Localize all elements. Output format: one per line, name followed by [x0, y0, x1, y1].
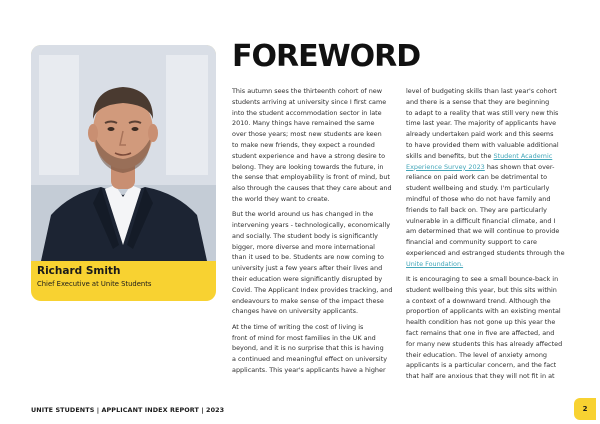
- article-column-right: [406, 86, 580, 382]
- text-run: has shown that over- reliance on paid work can be detrimental to student wellbeing and study. I'm particularly mindful of those who do not have family and friends to fall back on. They are particularly vulnerable in a difficult financial climate, and I am determined that we will continue to provide financial and community support to care experienced and estranged students through the: [406, 162, 565, 257]
- paragraph: This autumn sees the thirteenth cohort of new students arriving at university since I first came into the student accommodation sector in late 2010. Many things have remained the same over those years; most new students are keen to make new friends, they expect a rounded student experience and have a strong desire to belong. They are looking towards the future, in the sense that employability is front of mind, but also through the causes that they care about and the world they want to create.: [232, 87, 392, 203]
- survey-link[interactable]: Student Academic Experience Survey 2023: [406, 151, 553, 171]
- page-number-badge: 2: [574, 398, 596, 420]
- article-column-left: [232, 86, 400, 376]
- paragraph: It is encouraging to see a small bounce-back in student wellbeing this year, but this sits within a context of a downward trend. Although the proportion of applicants with an existing mental health condition has not gone up this year the fact remains that one in five are affected, and for many new students this has already affected their education. The level of anxiety among applicants is a particular concern, and the fact that half are anxious that they will not fit in at: [406, 275, 563, 381]
- person-role: Chief Executive at Unite Students: [37, 280, 152, 288]
- paragraph: [406, 86, 580, 270]
- person-name: Richard Smith: [37, 265, 121, 277]
- portrait-card: [31, 45, 216, 301]
- foundation-link[interactable]: Unite Foundation.: [406, 259, 464, 268]
- paragraph: At the time of writing the cost of living is front of mind for most families in the UK and beyond, and it is no surprise that this is having a continued and meaningful effect on university applicants. This year's applicants have a higher: [232, 322, 388, 374]
- text-run: level of budgeting skills than last year's cohort and there is a sense that they are beginning to adapt to a reality that was still very new this time last year. The majority of applicants have already undertaken paid work and this seems to have provided them with valuable additional skills and benefits, but the: [406, 87, 559, 160]
- portrait-photo: [31, 45, 216, 261]
- page-title: FOREWORD: [232, 39, 421, 74]
- footer-text: UNITE STUDENTS | APPLICANT INDEX REPORT | 2023: [31, 406, 225, 414]
- person-portrait-illustration: [31, 45, 216, 261]
- portrait-caption: [37, 265, 212, 289]
- paragraph: But the world around us has changed in the intervening years - technologically, economically and socially. The student body is significantly bigger, more diverse and more international than it used to be. Students are now coming to university just a few years after their lives and their education were significantly disrupted by Covid. The Applicant Index provides tracking, and endeavours to make sense of the impact these changes have on university applicants.: [232, 210, 393, 316]
